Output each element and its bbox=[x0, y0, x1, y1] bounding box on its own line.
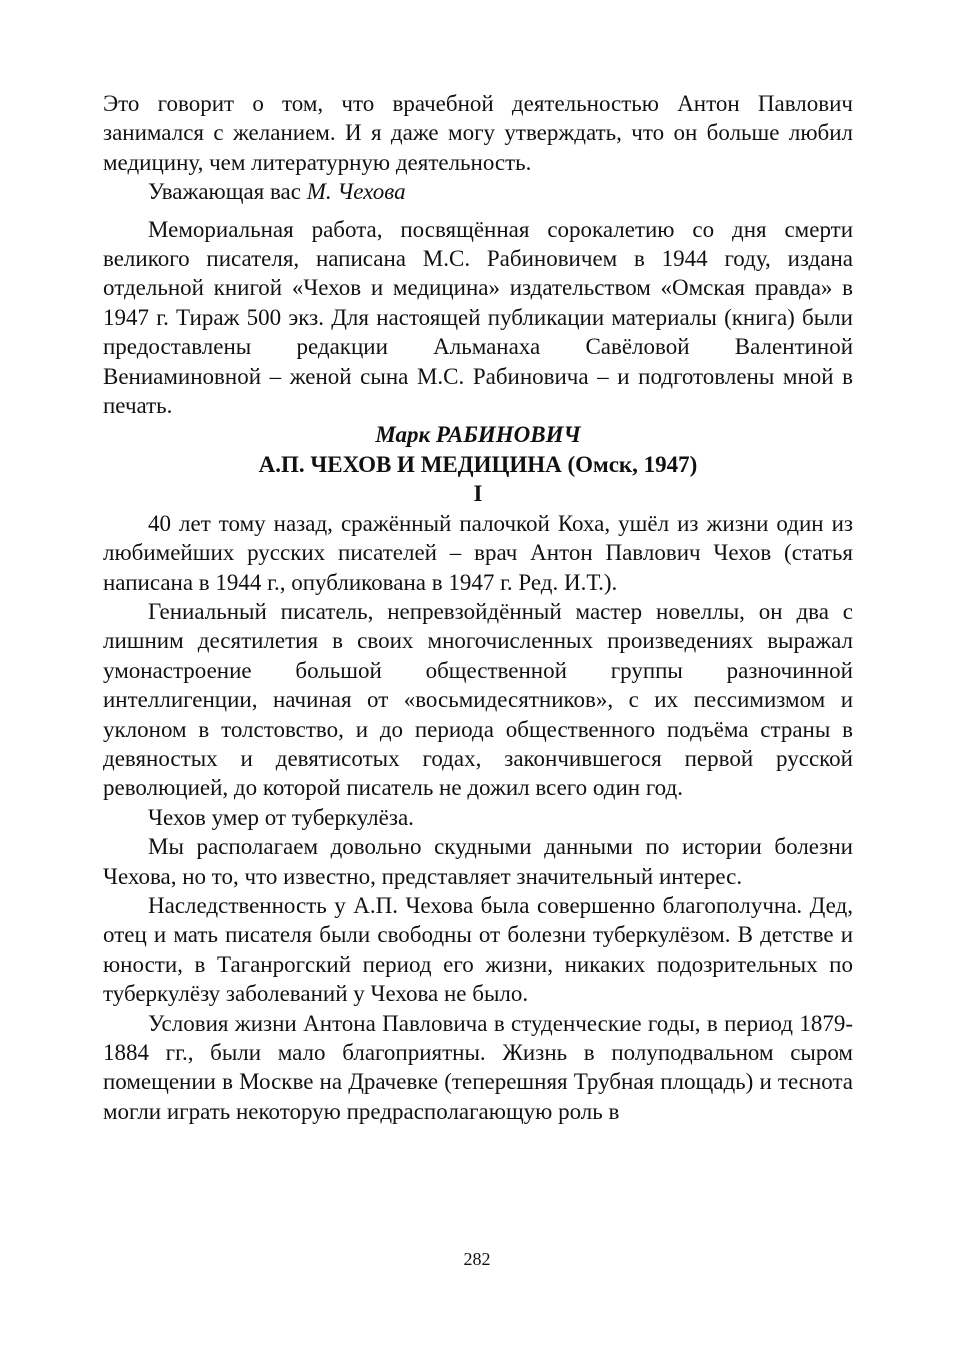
article-paragraph: Мы располагаем довольно скудными данными по истории болезни Чехова, но то, что известно, представляет значительный интерес. bbox=[103, 834, 853, 889]
letter-signoff bbox=[103, 177, 853, 206]
signoff-prefix: Уважающая вас bbox=[148, 179, 307, 205]
letter-paragraph: Это говорит о том, что врачебной деятельностью Антон Павлович занимался с желанием. И я даже могу утверждать, что он больше любил медицину, чем литературную деятельность. bbox=[103, 91, 853, 175]
article-paragraph: 40 лет тому назад, сражённый палочкой Коха, ушёл из жизни один из любимейших русских писателей – врач Антон Павлович Чехов (статья написана в 1944 г., опубликована в 1947 г. Ред. И.Т.). bbox=[103, 510, 853, 595]
editor-note: Мемориальная работа, посвящённая сорокалетию со дня смерти великого писателя, написана М.С. Рабиновичем в 1944 году, издана отдельной книгой «Чехов и медицина» издательством «Омская правда» в 1947 г. Тираж 500 экз. Для настоящей публикации материалы (книга) были предоставлены редакции Альманаха Савёловой Валентиной Вениаминовной – женой сына М.С. Рабиновича – и подготовлены мной в печать. bbox=[103, 216, 853, 419]
article-title: А.П. ЧЕХОВ И МЕДИЦИНА (Омск, 1947) bbox=[258, 451, 698, 477]
page-number: 282 bbox=[463, 1249, 491, 1269]
signoff-name: М. Чехова bbox=[306, 179, 406, 205]
article-paragraph: Гениальный писатель, непревзойдённый мастер новеллы, он два с лишним десятилетия в своих многочисленных произведениях выражал умонастроение большой общественной группы разночинной интеллигенции, начиная от «восьмидесятников», с их пессимизмом и уклоном в толстовство, и до периода общественного подъёма страны в девяностых и девятисотых годах, закончившегося первой русской революцией, до которой писатель не дожил всего один год. bbox=[103, 598, 853, 801]
article-paragraph: Чехов умер от туберкулёза. bbox=[148, 804, 414, 830]
section-number: I bbox=[473, 481, 483, 507]
page-body bbox=[103, 89, 853, 1126]
article-paragraph: Условия жизни Антона Павловича в студенческие годы, в период 1879-1884 гг., были мало благоприятны. Жизнь в полуподвальном сыром помещении в Москве на Драчевке (теперешняя Трубная площадь) и теснота могли играть некоторую предрасполагающую роль в bbox=[103, 1010, 853, 1124]
article-author: Марк РАБИНОВИЧ bbox=[375, 422, 581, 448]
article-paragraph: Наследственность у А.П. Чехова была совершенно благополучна. Дед, отец и мать писателя были свободны от болезни туберкулёзом. В детстве и юности, в Таганрогский период его жизни, никаких подозрительных по туберкулёзу заболеваний у Чехова не было. bbox=[103, 892, 853, 1007]
